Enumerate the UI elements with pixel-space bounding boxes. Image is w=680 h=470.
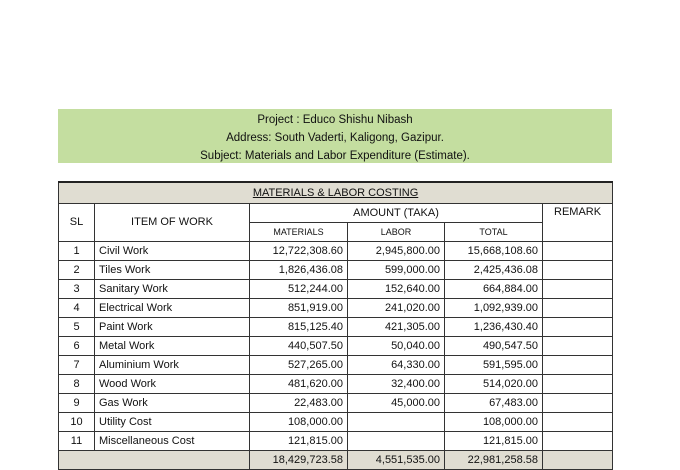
- costing-table: [58, 181, 613, 470]
- table-row: [59, 299, 613, 318]
- table-row: [59, 318, 613, 337]
- row-sl: 7: [59, 356, 95, 375]
- table-title-row: [59, 182, 613, 204]
- row-sl: 1: [59, 242, 95, 261]
- item-header: ITEM OF WORK: [95, 204, 250, 242]
- project-name: Project : Educo Shishu Nibash: [257, 114, 413, 126]
- table-row: [59, 242, 613, 261]
- totals-remark: [543, 451, 613, 470]
- row-total: 1,236,430.40: [445, 318, 543, 337]
- totals-materials: 18,429,723.58: [250, 451, 348, 470]
- row-remark: [543, 375, 613, 394]
- table-body: [59, 242, 613, 451]
- row-materials: 121,815.00: [250, 432, 348, 451]
- row-labor: [348, 413, 445, 432]
- remark-header: REMARK: [543, 204, 613, 242]
- table-row: [59, 394, 613, 413]
- row-remark: [543, 242, 613, 261]
- labor-header: LABOR: [348, 223, 445, 242]
- row-labor: [348, 432, 445, 451]
- row-remark: [543, 356, 613, 375]
- row-materials: 440,507.50: [250, 337, 348, 356]
- row-sl: 6: [59, 337, 95, 356]
- row-total: 514,020.00: [445, 375, 543, 394]
- row-remark: [543, 261, 613, 280]
- row-sl: 2: [59, 261, 95, 280]
- table-row: [59, 337, 613, 356]
- row-remark: [543, 432, 613, 451]
- header-row: [59, 204, 613, 223]
- row-materials: 12,722,308.60: [250, 242, 348, 261]
- row-total: 108,000.00: [445, 413, 543, 432]
- row-sl: 5: [59, 318, 95, 337]
- row-materials: 1,826,436.08: [250, 261, 348, 280]
- row-item: Civil Work: [95, 242, 250, 261]
- totals-total: 22,981,258.58: [445, 451, 543, 470]
- totals-labor: 4,551,535.00: [348, 451, 445, 470]
- table-title: MATERIALS & LABOR COSTING: [59, 182, 613, 204]
- row-labor: 50,040.00: [348, 337, 445, 356]
- table-row: [59, 413, 613, 432]
- row-item: Electrical Work: [95, 299, 250, 318]
- row-remark: [543, 299, 613, 318]
- row-item: Aluminium Work: [95, 356, 250, 375]
- row-remark: [543, 394, 613, 413]
- table-row: [59, 432, 613, 451]
- row-materials: 851,919.00: [250, 299, 348, 318]
- row-total: 67,483.00: [445, 394, 543, 413]
- row-total: 121,815.00: [445, 432, 543, 451]
- row-labor: 2,945,800.00: [348, 242, 445, 261]
- project-address: Address: South Vaderti, Kaligong, Gazipur.: [226, 132, 444, 144]
- row-total: 591,595.00: [445, 356, 543, 375]
- row-materials: 108,000.00: [250, 413, 348, 432]
- row-labor: 32,400.00: [348, 375, 445, 394]
- row-item: Utility Cost: [95, 413, 250, 432]
- row-remark: [543, 413, 613, 432]
- project-header: [58, 109, 612, 163]
- row-materials: 512,244.00: [250, 280, 348, 299]
- row-item: Paint Work: [95, 318, 250, 337]
- row-item: Metal Work: [95, 337, 250, 356]
- row-total: 490,547.50: [445, 337, 543, 356]
- materials-header: MATERIALS: [250, 223, 348, 242]
- row-sl: 9: [59, 394, 95, 413]
- row-labor: 45,000.00: [348, 394, 445, 413]
- row-total: 1,092,939.00: [445, 299, 543, 318]
- row-materials: 527,265.00: [250, 356, 348, 375]
- table-row: [59, 356, 613, 375]
- row-total: 2,425,436.08: [445, 261, 543, 280]
- row-sl: 3: [59, 280, 95, 299]
- row-remark: [543, 280, 613, 299]
- table-row: [59, 280, 613, 299]
- row-materials: 815,125.40: [250, 318, 348, 337]
- project-subject: Subject: Materials and Labor Expenditure (Estimate).: [200, 150, 470, 162]
- row-item: Wood Work: [95, 375, 250, 394]
- row-remark: [543, 337, 613, 356]
- row-sl: 8: [59, 375, 95, 394]
- row-total: 15,668,108.60: [445, 242, 543, 261]
- row-labor: 64,330.00: [348, 356, 445, 375]
- row-item: Miscellaneous Cost: [95, 432, 250, 451]
- row-item: Sanitary Work: [95, 280, 250, 299]
- row-item: Gas Work: [95, 394, 250, 413]
- row-total: 664,884.00: [445, 280, 543, 299]
- row-item: Tiles Work: [95, 261, 250, 280]
- table-row: [59, 375, 613, 394]
- totals-row: [59, 451, 613, 470]
- row-materials: 481,620.00: [250, 375, 348, 394]
- totals-label-cell: [59, 451, 250, 470]
- row-labor: 152,640.00: [348, 280, 445, 299]
- amount-header: AMOUNT (TAKA): [250, 204, 543, 223]
- row-labor: 599,000.00: [348, 261, 445, 280]
- row-sl: 11: [59, 432, 95, 451]
- sl-header: SL: [59, 204, 95, 242]
- row-sl: 4: [59, 299, 95, 318]
- row-labor: 241,020.00: [348, 299, 445, 318]
- row-labor: 421,305.00: [348, 318, 445, 337]
- row-materials: 22,483.00: [250, 394, 348, 413]
- table-row: [59, 261, 613, 280]
- row-remark: [543, 318, 613, 337]
- row-sl: 10: [59, 413, 95, 432]
- total-header: TOTAL: [445, 223, 543, 242]
